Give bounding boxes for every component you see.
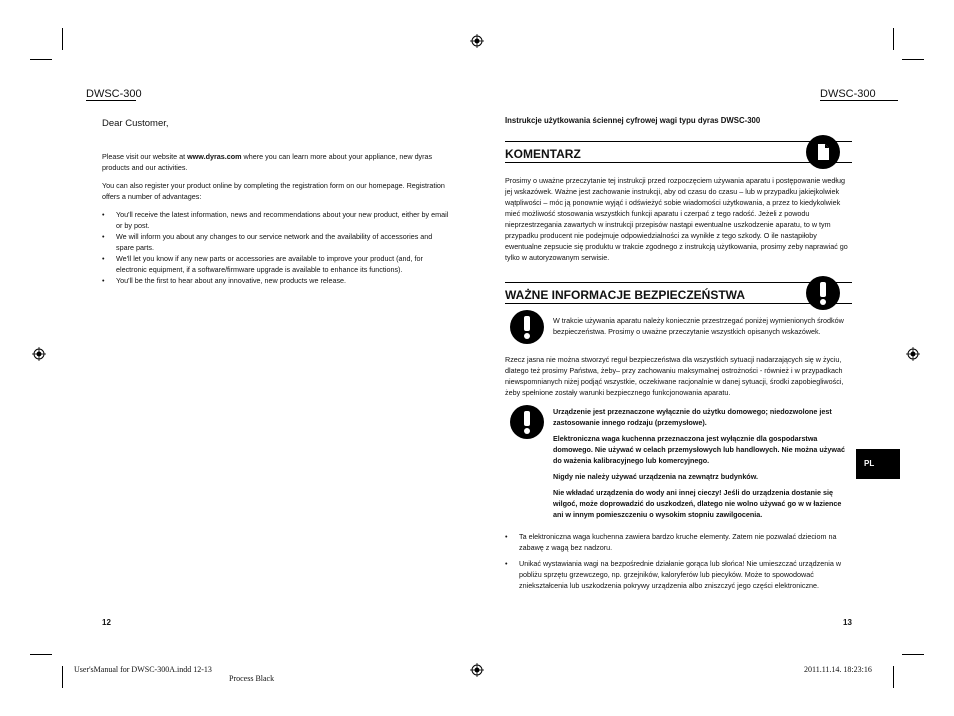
page-number-left: 12 <box>102 618 111 627</box>
registration-paragraph: You can also register your product online by completing the registration form on our homepage. Registration offers a number of advantages: <box>102 181 445 201</box>
bold-warning: Nigdy nie należy używać urządzenia na zewnątrz budynków. <box>553 472 759 481</box>
crop-mark <box>30 59 52 60</box>
file-info: User'sManual for DWSC-300A.indd 12-13 <box>74 665 212 674</box>
bold-warning: Elektroniczna waga kuchenna przeznaczona jest wyłącznie dla gospodarstwa domowego. Nie używać w celach przemysłowych lub handlowych. Nie można używać do ważenia kalibracyjnego lub komercyjnego. <box>553 434 845 465</box>
bold-warning: Urządzenie jest przeznaczone wyłącznie do użytku domowego; niedozwolone jest zastosowanie innego rodzaju (przemysłowe). <box>553 407 832 427</box>
exclamation-icon <box>510 310 544 344</box>
crop-mark <box>62 666 63 688</box>
crop-mark <box>902 59 924 60</box>
bold-warning: Nie wkładać urządzenia do wody ani innej cieczy! Jeśli do urządzenia dostanie się wilgoć, może doprowadzić do uszkodzeń, dlatego nie wolno używać go w w łazience ani w innym pomieszczeniu o wysokim stopniu zawilgocenia. <box>553 488 842 519</box>
exclamation-icon <box>510 405 544 439</box>
general-safety-text: Rzecz jasna nie można stworzyć reguł bezpieczeństwa dla wszystkich sytuacji nadarzających się w życiu, dlatego też prosimy Państwa, żeby– przy zachowaniu maksymalnej ostrożności - również i w przypadkach niewspomnianych niżej podjąć wszystkie, oczekiwane racjonalnie w danej sytuacji, środki zapobiegliwości, żeby spełnione zostały warunki bezpiecznego funkcjonowania aparatu. <box>505 355 844 397</box>
greeting: Dear Customer, <box>102 118 169 129</box>
section-title-safety: WAŻNE INFORMACJE BEZPIECZEŃSTWA <box>505 288 746 302</box>
komentarz-text: Prosimy o uważne przeczytanie tej instrukcji przed rozpoczęciem używania aparatu i postępowanie według jej wskazówek. Ważne jest zachowanie instrukcji, aby od czasu do czasu – lub w przypadku jakiejkolwiek wątpliwości – móc ją ponownie wyjąć i odświeżyć sobie wiadomości użytkowania, a przez to kiedykolwiek mieć możliwość stosowania wszystkich funkcji aparatu i czerpać z tego radość. Jeżeli z powodu nieprzestrzegania zawartych w instrukcji przepisów nastąpi ewentualne uszkodzenie aparatu, to w tym przypadku producent nie podejmuje odpowiedzialności za wynikłe z tego szkody. O ile nastąpiłoby ewentualne zepsucie się produktu w trakcie zgodnego z instrukcją użytkowania, prosimy zeby naprawiać go tylko w autoryzowanym serwisie. <box>505 176 848 262</box>
list-item: • We'll let you know if any new parts or accessories are available to improve your product (and, for electronic equipment, if a software/firmware upgrade is available to enhance its functions). <box>102 253 452 275</box>
list-item: • You'll be the first to hear about any innovative, new products we release. <box>102 275 452 286</box>
note-icon <box>806 135 840 169</box>
header-rule-left <box>86 100 136 101</box>
exclamation-icon <box>806 276 840 310</box>
timestamp: 2011.11.14. 18:23:16 <box>804 665 872 674</box>
crop-mark <box>902 654 924 655</box>
section-rule <box>505 141 852 142</box>
page-number-right: 13 <box>843 618 852 627</box>
model-label-right: DWSC-300 <box>820 88 876 100</box>
color-info: Process Black <box>229 674 275 683</box>
registration-mark-icon <box>470 663 484 677</box>
document-title: Instrukcje użytkowania ściennej cyfrowej wagi typu dyras DWSC-300 <box>505 116 761 125</box>
website-text-post: where you can learn more about your appliance, new dyras products and our activities. <box>102 152 433 172</box>
list-item: • You'll receive the latest information, news and recommendations about your new product, either by email or by post. <box>102 209 452 231</box>
website-link[interactable]: www.dyras.com <box>187 152 242 161</box>
left-page <box>102 118 452 286</box>
warning-intro-text: W trakcie używania aparatu należy koniecznie przestrzegać poniżej wymienionych środków bezpieczeństwa. Prosimy o uważne przeczytanie wszystkich opisanych wskazówek. <box>553 316 844 336</box>
header-rule-right <box>820 100 898 101</box>
website-text: Please visit our website at <box>102 152 188 161</box>
list-item: • Unikać wystawiania wagi na bezpośrednie działanie gorąca lub słońca! Nie umieszczać urządzenia w pobliżu sprzętu grzewczego, np. grzejników, kaloryferów lub piecyków. Może to spowodować zniekształcenia lub uszkodzenia pokrywy urządzenia albo zniszczyć jego części elektroniczne. <box>505 558 850 591</box>
crop-mark <box>893 666 894 688</box>
section-rule <box>505 282 852 283</box>
model-label-left: DWSC-300 <box>86 88 142 100</box>
crop-mark <box>893 28 894 50</box>
list-item: • Ta elektroniczna waga kuchenna zawiera bardzo kruche elementy. Zatem nie pozwalać dzieciom na zabawę z wagą bez nadzoru. <box>505 531 850 553</box>
registration-mark-icon <box>470 34 484 48</box>
section-rule <box>505 303 852 304</box>
section-rule <box>505 162 852 163</box>
section-title-komentarz: KOMENTARZ <box>505 147 581 161</box>
list-item: • We will inform you about any changes to our service network and the availability of accessories and spare parts. <box>102 231 452 253</box>
registration-mark-icon <box>906 347 920 361</box>
crop-mark <box>62 28 63 50</box>
crop-mark <box>30 654 52 655</box>
language-tab: PL <box>856 449 900 479</box>
registration-mark-icon <box>32 347 46 361</box>
website-paragraph <box>102 151 452 173</box>
